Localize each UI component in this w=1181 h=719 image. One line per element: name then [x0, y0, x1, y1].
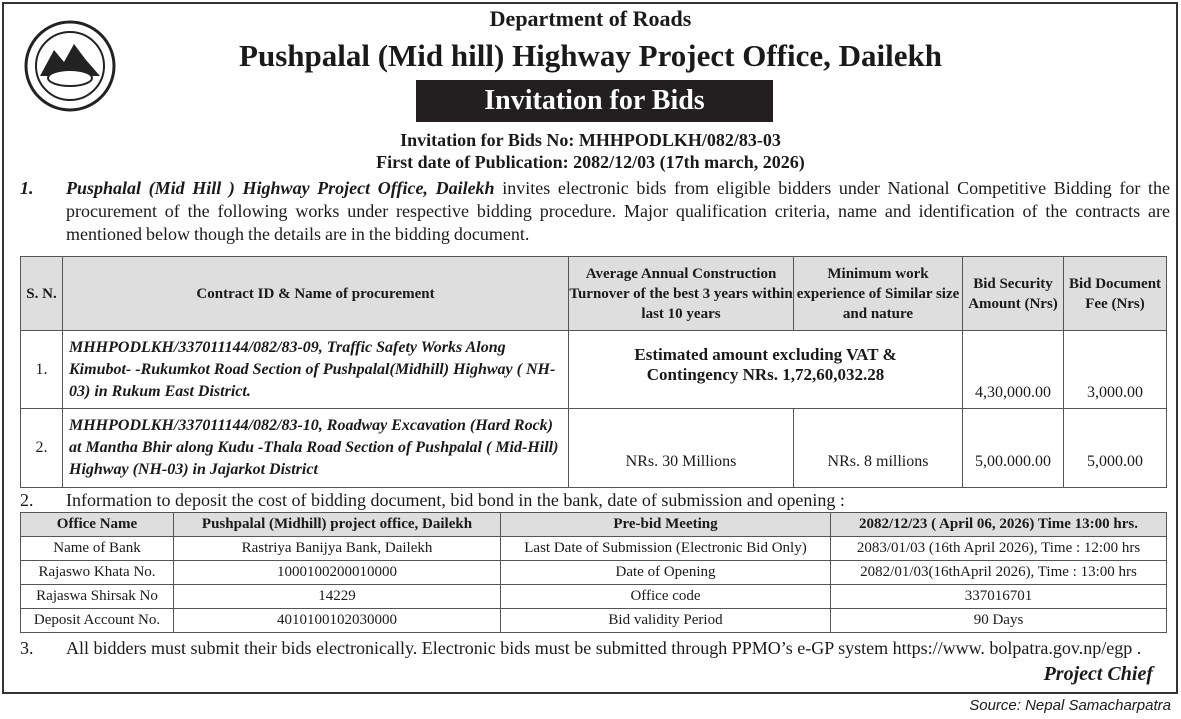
- col-header: Average Annual Construction Turnover of the best 3 years within last 10 years: [569, 257, 794, 331]
- col-header: Minimum work experience of Similar size and nature: [794, 257, 963, 331]
- bank-info-table: [20, 512, 1167, 633]
- ifb-number: Invitation for Bids No: MHHPODLKH/082/83-03: [400, 130, 781, 150]
- cell: 1000100200010000: [174, 561, 501, 585]
- para-text: Information to deposit the cost of bidding document, bid bond in the bank, date of submission and opening :: [66, 490, 845, 510]
- cell-security: 4,30,000.00: [963, 331, 1064, 409]
- cell: Name of Bank: [21, 537, 174, 561]
- col-header: S. N.: [21, 257, 63, 331]
- cell-turnover: NRs. 30 Millions: [569, 409, 794, 488]
- cell: 2082/01/03(16thApril 2026), Time : 13:00 hrs: [831, 561, 1167, 585]
- cell: Bid validity Period: [501, 609, 831, 633]
- cell: Rajaswa Shirsak No: [21, 585, 174, 609]
- col-header: Bid Document Fee (Nrs): [1064, 257, 1167, 331]
- cell-fee: 5,000.00: [1064, 409, 1167, 488]
- cell-experience: NRs. 8 millions: [794, 409, 963, 488]
- signature: Project Chief: [1043, 663, 1153, 685]
- paragraph-1: [20, 177, 1170, 246]
- invitation-banner: Invitation for Bids: [416, 80, 773, 122]
- cell: 4010100102030000: [174, 609, 501, 633]
- cell-fee: 3,000.00: [1064, 331, 1167, 409]
- cell-sn: 2.: [21, 409, 63, 488]
- col-header: Bid Security Amount (Nrs): [963, 257, 1064, 331]
- cell: Date of Opening: [501, 561, 831, 585]
- table-row: [21, 331, 1167, 409]
- paragraph-3: [20, 635, 1170, 661]
- cell: 2083/01/03 (16th April 2026), Time : 12:00 hrs: [831, 537, 1167, 561]
- cell-name: MHHPODLKH/337011144/082/83-10, Roadway Excavation (Hard Rock) at Mantha Bhir along Kudu -Thala Road Section of Pushpalal ( Mid-Hill) Highway (NH-03) in Jajarkot District: [63, 409, 569, 488]
- para-number: 2.: [20, 490, 34, 510]
- cell: Rajaswo Khata No.: [21, 561, 174, 585]
- cell-security: 5,00.000.00: [963, 409, 1064, 488]
- para-number: 1.: [20, 178, 34, 198]
- para-text: invites electronic bids from eligible bidders under National Competitive Bidding for the procurement of the following works under respective bidding procedure. Major qualification criteria, name and identification of the contracts are mentioned below though the details are in the bidding document.: [66, 178, 1171, 244]
- para-lead: Pusphalal (Mid Hill ) Highway Project Office, Dailekh: [66, 178, 495, 198]
- cell: Office code: [501, 585, 831, 609]
- contracts-table: [20, 256, 1167, 488]
- col-header: Contract ID & Name of procurement: [63, 257, 569, 331]
- cell: 14229: [174, 585, 501, 609]
- paragraph-2: [20, 489, 1170, 511]
- cell: Rastriya Banijya Bank, Dailekh: [174, 537, 501, 561]
- cell: Pre-bid Meeting: [501, 513, 831, 537]
- cell: Office Name: [21, 513, 174, 537]
- office-title: Pushpalal (Mid hill) Highway Project Office, Dailekh: [239, 38, 942, 73]
- cell: Deposit Account No.: [21, 609, 174, 633]
- cell: Pushpalal (Midhill) project office, Dailekh: [174, 513, 501, 537]
- publication-date: First date of Publication: 2082/12/03 (17th march, 2026): [376, 152, 805, 172]
- department-title: Department of Roads: [489, 6, 692, 31]
- cell-estimate: Estimated amount excluding VAT & Contingency NRs. 1,72,60,032.28: [569, 331, 963, 409]
- source-credit: Source: Nepal Samacharpatra: [969, 697, 1171, 714]
- cell: 90 Days: [831, 609, 1167, 633]
- cell: 2082/12/23 ( April 06, 2026) Time 13:00 hrs.: [831, 513, 1167, 537]
- para-number: 3.: [20, 638, 34, 658]
- cell: Last Date of Submission (Electronic Bid Only): [501, 537, 831, 561]
- table-row: [21, 409, 1167, 488]
- cell: 337016701: [831, 585, 1167, 609]
- para-text: All bidders must submit their bids electronically. Electronic bids must be submitted through PPMO’s e-GP system https://www. bolpatra.gov.np/egp .: [66, 638, 1142, 658]
- cell-name: MHHPODLKH/337011144/082/83-09, Traffic Safety Works Along Kimubot- -Rukumkot Road Section of Pushpalal(Midhill) Highway ( NH-03) in Rukum East District.: [63, 331, 569, 409]
- cell-sn: 1.: [21, 331, 63, 409]
